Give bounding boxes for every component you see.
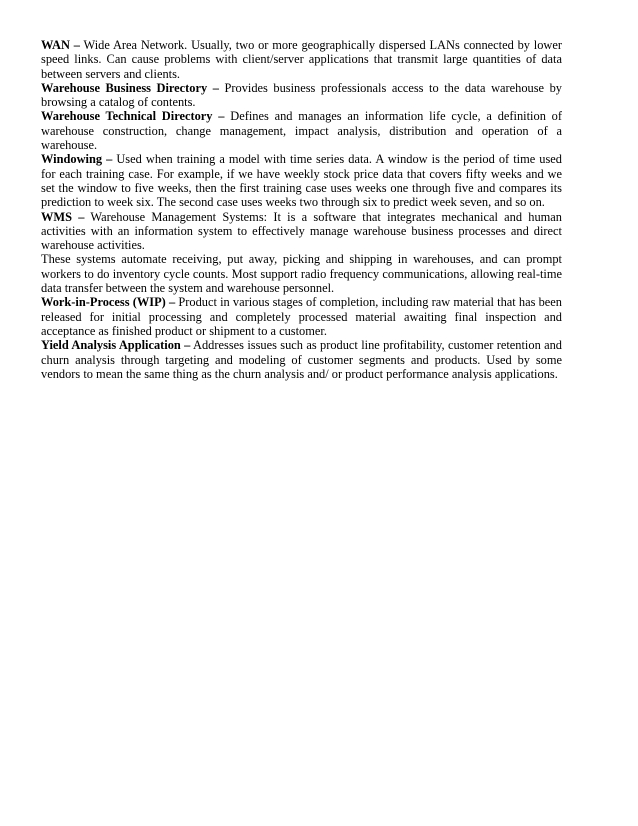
glossary-entry-wms	[41, 210, 562, 253]
glossary-entry-yield-analysis-application	[41, 338, 562, 381]
glossary-entry-warehouse-technical-directory	[41, 109, 562, 152]
glossary-definition: These systems automate receiving, put away, picking and shipping in warehouses, and can prompt workers to do inventory cycle counts. Most support radio frequency communications, allowing real-time data transfer between the system and warehouse personnel.	[41, 252, 562, 296]
glossary-entry-wms-continued	[41, 252, 562, 295]
glossary-definition: Wide Area Network. Usually, two or more geographically dispersed LANs connected by lower speed links. Can cause problems with client/server applications that transmit large quantities of data between servers and clients.	[41, 38, 562, 81]
glossary-page	[41, 38, 562, 381]
glossary-definition: Addresses issues such as product line profitability, customer retention and churn analysis through targeting and modeling of customer segments and products. Used by some vendors to mean the same thing as the churn analysis and/ or product performance analysis applications.	[41, 338, 563, 381]
glossary-term: WAN –	[41, 38, 80, 52]
glossary-definition: Defines and manages an information life cycle, a definition of warehouse construction, change management, impact analysis, distribution and operation of a warehouse.	[41, 109, 562, 153]
glossary-term: Work-in-Process (WIP) –	[41, 295, 176, 310]
glossary-term: Warehouse Business Directory –	[41, 80, 219, 95]
glossary-term: Warehouse Technical Directory –	[41, 109, 225, 124]
glossary-definition: Product in various stages of completion, including raw material that has been released for initial processing and completely processed material awaiting final inspection and acceptance as finished product or shipment to a customer.	[41, 295, 562, 338]
glossary-entry-windowing	[41, 152, 562, 209]
glossary-entry-warehouse-business-directory	[41, 81, 562, 110]
glossary-entry-work-in-process	[41, 295, 562, 338]
glossary-term: Yield Analysis Application –	[41, 338, 191, 353]
glossary-definition: Warehouse Management Systems: It is a software that integrates mechanical and human activities with an information system to effectively manage warehouse business processes and direct warehouse activities.	[41, 209, 562, 253]
glossary-term: WMS –	[41, 209, 85, 224]
glossary-definition: Used when training a model with time series data. A window is the period of time used for each training case. For example, if we have weekly stock price data that covers fifty weeks and we set the window to five weeks, then the first training case uses weeks one through five and compares its prediction to week six. The second case uses weeks two through six to predict week seven, and so on.	[41, 152, 562, 210]
glossary-entry-wan	[41, 38, 562, 81]
glossary-definition: Provides business professionals access to the data warehouse by browsing a catalog of contents.	[41, 80, 562, 110]
glossary-term: Windowing –	[41, 152, 113, 167]
